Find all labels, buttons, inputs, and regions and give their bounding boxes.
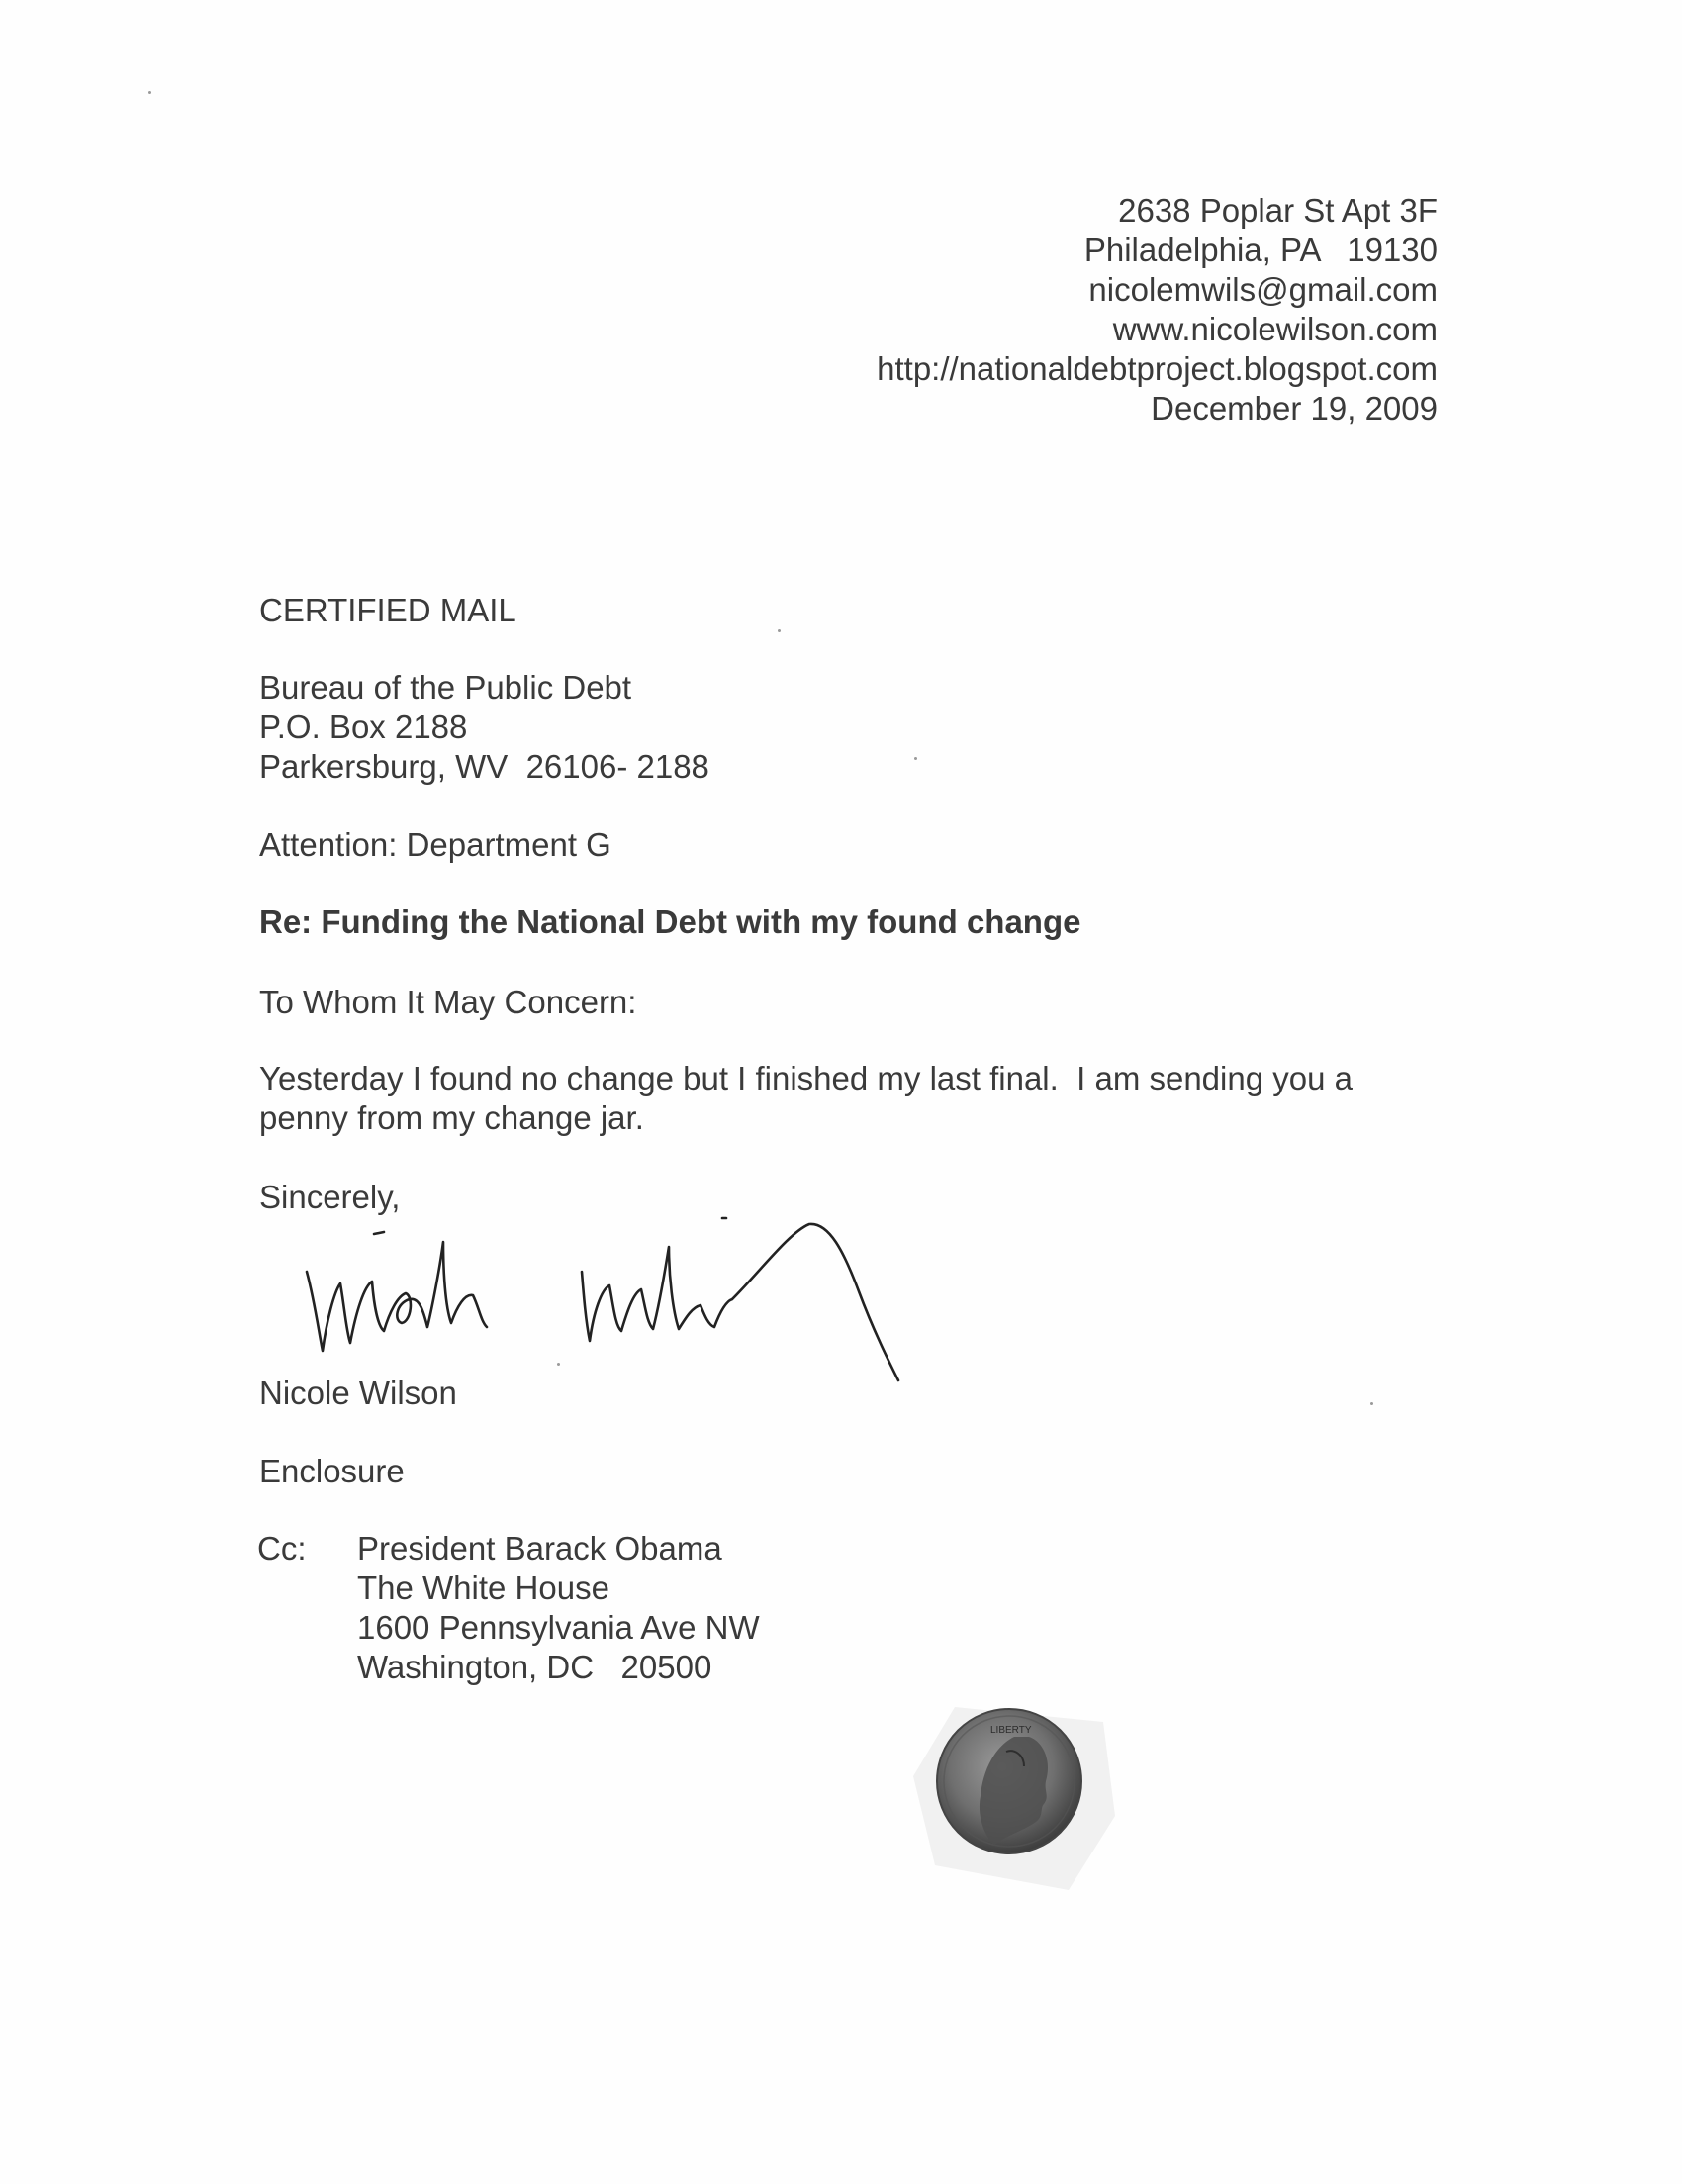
scan-speck [1370,1402,1373,1405]
recipient-address-block [259,668,709,787]
cc-city: Washington, DC 20500 [357,1649,712,1685]
sender-blog: http://nationaldebtproject.blogspot.com [877,350,1438,387]
scan-speck [914,757,917,760]
recipient-name: Bureau of the Public Debt [259,669,632,706]
sender-street: 2638 Poplar St Apt 3F [1118,192,1438,229]
cc-name: President Barack Obama [357,1530,722,1567]
closing: Sincerely, [259,1179,401,1215]
recipient-city: Parkersburg, WV 26106- 2188 [259,748,709,785]
salutation: To Whom It May Concern: [259,984,637,1020]
body-line: penny from my change jar. [259,1099,644,1136]
letter-body [259,1059,1353,1138]
signer-name: Nicole Wilson [259,1375,457,1411]
cc-label: Cc: [257,1530,307,1567]
cc-street: 1600 Pennsylvania Ave NW [357,1609,760,1646]
cc-org: The White House [357,1569,609,1606]
letter-date: December 19, 2009 [1151,390,1438,427]
subject-line: Re: Funding the National Debt with my found change [259,903,1081,940]
sender-city: Philadelphia, PA 19130 [1083,232,1438,268]
enclosure-note: Enclosure [259,1453,405,1489]
body-line: Yesterday I found no change but I finished my last final. I am sending you a [259,1060,1353,1096]
coin-lettering: LIBERTY [990,1725,1032,1736]
sender-email: nicolemwils@gmail.com [1088,271,1438,308]
scan-speck [148,91,151,94]
taped-penny [895,1667,1123,1905]
attention-line: Attention: Department G [259,826,611,863]
sender-address-block [877,191,1438,428]
sender-website: www.nicolewilson.com [1112,311,1438,347]
scan-speck [778,629,781,632]
mail-type: CERTIFIED MAIL [259,592,516,628]
recipient-box: P.O. Box 2188 [259,709,468,745]
handwritten-signature [295,1212,928,1390]
cc-address-block [357,1529,760,1687]
